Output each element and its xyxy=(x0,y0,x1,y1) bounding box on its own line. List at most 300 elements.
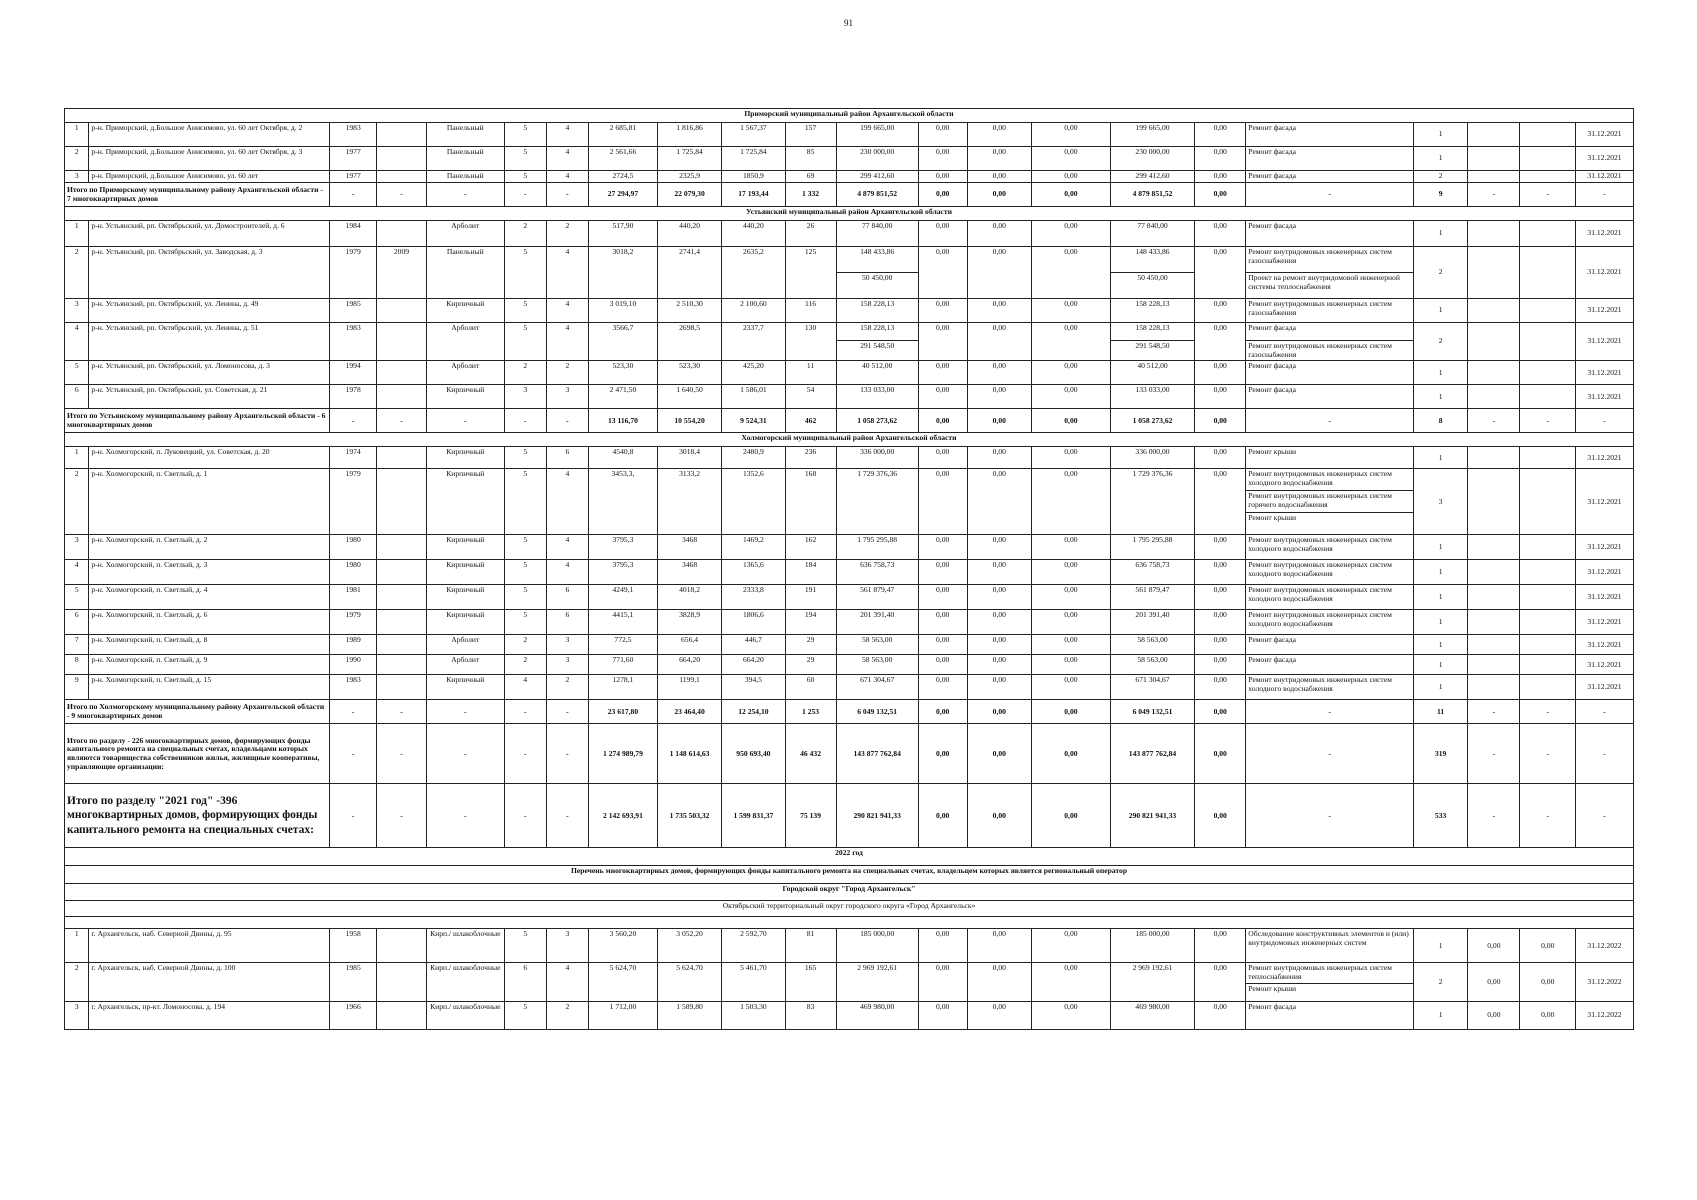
build-year: 1985 xyxy=(330,299,377,323)
other-funds: 0,00 xyxy=(1195,560,1246,585)
dash-cell: - xyxy=(330,409,377,433)
fund-cost: 0,00 xyxy=(918,171,967,183)
work-type: Ремонт фасада xyxy=(1246,221,1414,247)
total-a3: 12 254,10 xyxy=(722,700,785,724)
works-count: 1 xyxy=(1413,585,1467,610)
local-budget: 0,00 xyxy=(1031,447,1110,469)
dash-cell: - xyxy=(376,700,426,724)
house-row xyxy=(65,147,1634,171)
residential-area: 394,5 xyxy=(722,675,785,700)
extra-value: 0,00 xyxy=(1520,1001,1576,1029)
work-type: Ремонт крыши xyxy=(1246,447,1414,469)
floors: 5 xyxy=(504,123,546,147)
entrances: 4 xyxy=(546,963,588,1001)
work-type: Ремонт внутридомовых инженерных систем холодного водоснабжения xyxy=(1246,610,1414,635)
dash-cell: - xyxy=(1246,700,1414,724)
house-address: р-н. Приморский, д.Большое Анисимово, ул. 60 лет xyxy=(89,171,330,183)
total-row xyxy=(65,724,1634,784)
owners-funds: 291 548,50 xyxy=(1110,341,1194,361)
works-count: 1 xyxy=(1413,1001,1467,1029)
entrances: 4 xyxy=(546,469,588,535)
house-address: г. Архангельск, наб. Северной Двины, д. 95 xyxy=(89,929,330,963)
residents-count: 157 xyxy=(785,123,836,147)
works-count: 1 xyxy=(1413,447,1467,469)
dash-cell: - xyxy=(546,183,588,207)
total-a1: 23 617,80 xyxy=(589,700,658,724)
fund-cost: 0,00 xyxy=(918,560,967,585)
house-address: р-н. Холмогорский, п. Светлый, д. 15 xyxy=(89,675,330,700)
empty-cell xyxy=(1468,535,1520,560)
empty-cell xyxy=(1520,560,1576,585)
dash-cell: - xyxy=(1520,700,1576,724)
floors: 2 xyxy=(504,655,546,675)
entrances: 3 xyxy=(546,385,588,409)
house-address: р-н. Холмогорский, п. Светлый, д. 1 xyxy=(89,469,330,535)
build-year: 1980 xyxy=(330,560,377,585)
total-area: 3566,7 xyxy=(589,323,658,361)
dash-cell: - xyxy=(426,724,504,784)
floors: 5 xyxy=(504,171,546,183)
local-budget: 0,00 xyxy=(1031,1001,1110,1029)
works-count: 2 xyxy=(1413,247,1467,299)
reconstruction-year xyxy=(376,469,426,535)
dash-cell: - xyxy=(376,784,426,848)
entrances: 2 xyxy=(546,221,588,247)
premises-area: 2698,5 xyxy=(657,323,721,361)
works-count: 1 xyxy=(1413,385,1467,409)
wall-material: Панельный xyxy=(426,247,504,299)
reconstruction-year xyxy=(376,123,426,147)
works-count: 1 xyxy=(1413,123,1467,147)
wall-material: Арболит xyxy=(426,221,504,247)
regional-budget: 0,00 xyxy=(967,635,1031,655)
total-f2: 0,00 xyxy=(967,700,1031,724)
reconstruction-year xyxy=(376,655,426,675)
total-works-count: 533 xyxy=(1413,784,1467,848)
dash-cell: - xyxy=(1468,724,1520,784)
wall-material: Панельный xyxy=(426,171,504,183)
repair-cost: 199 665,00 xyxy=(836,123,918,147)
fund-cost: 0,00 xyxy=(918,469,967,535)
house-row xyxy=(65,123,1634,147)
build-year: 1958 xyxy=(330,929,377,963)
local-budget: 0,00 xyxy=(1031,147,1110,171)
empty-cell xyxy=(1468,610,1520,635)
empty-cell xyxy=(1468,247,1520,299)
total-area: 3453,3, xyxy=(589,469,658,535)
house-row xyxy=(65,469,1634,491)
work-type: Ремонт фасада xyxy=(1246,171,1414,183)
work-type: Ремонт фасада xyxy=(1246,323,1414,341)
empty-cell xyxy=(1468,221,1520,247)
total-cost: 1 058 273,62 xyxy=(836,409,918,433)
completion-date: 31.12.2021 xyxy=(1575,361,1633,385)
dash-cell: - xyxy=(1468,183,1520,207)
row-number: 3 xyxy=(65,535,89,560)
row-number: 1 xyxy=(65,123,89,147)
repair-cost: 158 228,13 xyxy=(836,323,918,341)
empty-cell xyxy=(1468,123,1520,147)
empty-cell xyxy=(1468,299,1520,323)
regional-budget: 0,00 xyxy=(967,655,1031,675)
completion-date: 31.12.2021 xyxy=(1575,675,1633,700)
empty-cell xyxy=(1520,675,1576,700)
total-area: 771,60 xyxy=(589,655,658,675)
fund-cost: 0,00 xyxy=(918,929,967,963)
house-address: р-н. Приморский, д.Большое Анисимово, ул. 60 лет Октября, д. 2 xyxy=(89,123,330,147)
row-number: 2 xyxy=(65,469,89,535)
local-budget: 0,00 xyxy=(1031,221,1110,247)
owners-funds: 199 665,00 xyxy=(1110,123,1194,147)
regional-budget: 0,00 xyxy=(967,123,1031,147)
house-address: р-н. Устьянский, рп. Октябрьский, ул. Ленина, д. 51 xyxy=(89,323,330,361)
residents-count: 69 xyxy=(785,171,836,183)
regional-budget: 0,00 xyxy=(967,147,1031,171)
house-address: р-н. Устьянский, рп. Октябрьский, ул. Заводская, д. 3 xyxy=(89,247,330,299)
row-number: 1 xyxy=(65,929,89,963)
total-row xyxy=(65,409,1634,433)
local-budget: 0,00 xyxy=(1031,247,1110,299)
premises-area: 1 589,80 xyxy=(657,1001,721,1029)
house-address: р-н. Холмогорский, п. Светлый, д. 3 xyxy=(89,560,330,585)
district-heading-cell: Октябрьский территориальный округ городского округа «Город Архангельск» xyxy=(65,901,1634,917)
dash-cell: - xyxy=(546,409,588,433)
works-count: 1 xyxy=(1413,299,1467,323)
total-res: 1 253 xyxy=(785,700,836,724)
spacer-row xyxy=(65,917,1634,929)
residents-count: 162 xyxy=(785,535,836,560)
works-count: 1 xyxy=(1413,675,1467,700)
total-area: 2724,5 xyxy=(589,171,658,183)
build-year: 1985 xyxy=(330,963,377,1001)
total-row xyxy=(65,183,1634,207)
completion-date: 31.12.2022 xyxy=(1575,1001,1633,1029)
total-area: 4540,8 xyxy=(589,447,658,469)
regional-budget: 0,00 xyxy=(967,171,1031,183)
premises-area: 3133,2 xyxy=(657,469,721,535)
completion-date: 31.12.2021 xyxy=(1575,560,1633,585)
reconstruction-year xyxy=(376,535,426,560)
entrances: 6 xyxy=(546,585,588,610)
total-f2: 0,00 xyxy=(967,409,1031,433)
empty-cell xyxy=(1520,655,1576,675)
build-year: 1984 xyxy=(330,221,377,247)
premises-area: 2 510,30 xyxy=(657,299,721,323)
row-number: 3 xyxy=(65,299,89,323)
floors: 5 xyxy=(504,447,546,469)
house-row xyxy=(65,560,1634,585)
total-res: 462 xyxy=(785,409,836,433)
local-budget: 0,00 xyxy=(1031,560,1110,585)
local-budget: 0,00 xyxy=(1031,655,1110,675)
house-address: р-н. Холмогорский, п. Светлый, д. 4 xyxy=(89,585,330,610)
works-count: 1 xyxy=(1413,610,1467,635)
year-heading-cell: 2022 год xyxy=(65,848,1634,866)
entrances: 2 xyxy=(546,675,588,700)
fund-cost: 0,00 xyxy=(918,247,967,299)
repair-cost: 58 563,00 xyxy=(836,635,918,655)
wall-material: Арболит xyxy=(426,361,504,385)
work-type: Ремонт внутридомовых инженерных систем горячего водоснабжения xyxy=(1246,491,1414,513)
repair-cost: 636 758,73 xyxy=(836,560,918,585)
total-area: 3 019,10 xyxy=(589,299,658,323)
other-funds: 0,00 xyxy=(1195,535,1246,560)
repair-cost: 185 000,00 xyxy=(836,929,918,963)
total-label: Итого по разделу "2021 год" -396 многоквартирных домов, формирующих фонды капитального ремонта на специальных счетах: xyxy=(65,784,330,848)
work-type: Ремонт внутридомовых инженерных систем холодного водоснабжения xyxy=(1246,469,1414,491)
total-a2: 23 464,40 xyxy=(657,700,721,724)
total-works-count: 319 xyxy=(1413,724,1467,784)
owners-funds: 671 304,67 xyxy=(1110,675,1194,700)
dash-cell: - xyxy=(546,784,588,848)
owners-funds: 299 412,60 xyxy=(1110,171,1194,183)
local-budget: 0,00 xyxy=(1031,610,1110,635)
total-cost: 143 877 762,84 xyxy=(836,724,918,784)
total-area: 3018,2 xyxy=(589,247,658,299)
completion-date: 31.12.2021 xyxy=(1575,221,1633,247)
empty-cell xyxy=(1468,560,1520,585)
residential-area: 5 461,70 xyxy=(722,963,785,1001)
reconstruction-year xyxy=(376,171,426,183)
other-funds: 0,00 xyxy=(1195,299,1246,323)
regional-budget: 0,00 xyxy=(967,1001,1031,1029)
total-works-count: 9 xyxy=(1413,183,1467,207)
row-number: 8 xyxy=(65,655,89,675)
regional-budget: 0,00 xyxy=(967,447,1031,469)
wall-material: Арболит xyxy=(426,635,504,655)
owners-funds: 2 969 192,61 xyxy=(1110,963,1194,1001)
total-own: 1 058 273,62 xyxy=(1110,409,1194,433)
premises-area: 1199,1 xyxy=(657,675,721,700)
reconstruction-year xyxy=(376,323,426,361)
house-address: р-н. Устьянский, рп. Октябрьский, ул. Советская, д. 21 xyxy=(89,385,330,409)
total-cost: 4 879 851,52 xyxy=(836,183,918,207)
total-area: 5 624,70 xyxy=(589,963,658,1001)
total-f4: 0,00 xyxy=(1195,724,1246,784)
completion-date: 31.12.2021 xyxy=(1575,535,1633,560)
house-row xyxy=(65,675,1634,700)
house-row xyxy=(65,323,1634,341)
total-area: 517,90 xyxy=(589,221,658,247)
empty-cell xyxy=(1520,385,1576,409)
residential-area: 2 592,70 xyxy=(722,929,785,963)
residential-area: 1365,6 xyxy=(722,560,785,585)
total-f3: 0,00 xyxy=(1031,784,1110,848)
fund-cost: 0,00 xyxy=(918,655,967,675)
dash-cell: - xyxy=(1575,784,1633,848)
premises-area: 1 816,86 xyxy=(657,123,721,147)
residential-area: 1 725,84 xyxy=(722,147,785,171)
house-address: р-н. Устьянский, рп. Октябрьский, ул. Ломоносова, д. 3 xyxy=(89,361,330,385)
wall-material: Кирп./ шлакоблочные xyxy=(426,963,504,1001)
empty-cell xyxy=(1468,323,1520,361)
house-address: р-н. Холмогорский, п. Светлый, д. 8 xyxy=(89,635,330,655)
residential-area: 2635,2 xyxy=(722,247,785,299)
owners-funds: 77 840,00 xyxy=(1110,221,1194,247)
floors: 5 xyxy=(504,560,546,585)
regional-budget: 0,00 xyxy=(967,247,1031,299)
row-number: 2 xyxy=(65,963,89,1001)
owners-funds: 50 450,00 xyxy=(1110,273,1194,299)
local-budget: 0,00 xyxy=(1031,385,1110,409)
extra-value: 0,00 xyxy=(1520,963,1576,1001)
empty-cell xyxy=(1468,675,1520,700)
fund-cost: 0,00 xyxy=(918,585,967,610)
work-type: Ремонт внутридомовых инженерных систем холодного водоснабжения xyxy=(1246,585,1414,610)
empty-cell xyxy=(1468,655,1520,675)
empty-cell xyxy=(1468,447,1520,469)
premises-area: 3 052,20 xyxy=(657,929,721,963)
premises-area: 1 640,50 xyxy=(657,385,721,409)
premises-area: 2741,4 xyxy=(657,247,721,299)
row-number: 5 xyxy=(65,361,89,385)
premises-area: 3468 xyxy=(657,535,721,560)
fund-cost: 0,00 xyxy=(918,385,967,409)
regional-budget: 0,00 xyxy=(967,585,1031,610)
owners-funds: 185 000,00 xyxy=(1110,929,1194,963)
fund-cost: 0,00 xyxy=(918,635,967,655)
regional-budget: 0,00 xyxy=(967,385,1031,409)
reconstruction-year: 2009 xyxy=(376,247,426,299)
entrances: 4 xyxy=(546,323,588,361)
local-budget: 0,00 xyxy=(1031,535,1110,560)
premises-area: 440,20 xyxy=(657,221,721,247)
total-a2: 1 735 503,32 xyxy=(657,784,721,848)
year-heading xyxy=(65,848,1634,866)
repair-cost: 201 391,40 xyxy=(836,610,918,635)
row-number: 5 xyxy=(65,585,89,610)
dash-cell: - xyxy=(376,409,426,433)
total-f1: 0,00 xyxy=(918,409,967,433)
empty-cell xyxy=(1520,323,1576,361)
wall-material: Кирпичный xyxy=(426,560,504,585)
repair-cost: 1 729 376,36 xyxy=(836,469,918,535)
row-number: 2 xyxy=(65,147,89,171)
owners-funds: 133 033,00 xyxy=(1110,385,1194,409)
other-funds: 0,00 xyxy=(1195,929,1246,963)
other-funds: 0,00 xyxy=(1195,1001,1246,1029)
total-area: 2 561,66 xyxy=(589,147,658,171)
works-count: 1 xyxy=(1413,147,1467,171)
dash-cell: - xyxy=(330,724,377,784)
completion-date: 31.12.2021 xyxy=(1575,247,1633,299)
build-year: 1980 xyxy=(330,535,377,560)
premises-area: 656,4 xyxy=(657,635,721,655)
row-number: 6 xyxy=(65,610,89,635)
build-year: 1979 xyxy=(330,610,377,635)
section-primorsky xyxy=(65,109,1634,123)
other-funds: 0,00 xyxy=(1195,675,1246,700)
work-type: Ремонт внутридомовых инженерных систем газоснабжения xyxy=(1246,299,1414,323)
local-budget: 0,00 xyxy=(1031,675,1110,700)
entrances: 2 xyxy=(546,1001,588,1029)
entrances: 4 xyxy=(546,299,588,323)
work-type: Ремонт фасада xyxy=(1246,123,1414,147)
regional-budget: 0,00 xyxy=(967,535,1031,560)
list-title-cell: Перечень многоквартирных домов, формирующих фонды капитального ремонта на специальных счетах, владельцем которых является региональный оператор xyxy=(65,866,1634,884)
house-address: р-н. Холмогорский, п. Светлый, д. 2 xyxy=(89,535,330,560)
other-funds: 0,00 xyxy=(1195,655,1246,675)
premises-area: 5 624,70 xyxy=(657,963,721,1001)
repair-cost: 2 969 192,61 xyxy=(836,963,918,1001)
completion-date: 31.12.2021 xyxy=(1575,323,1633,361)
total-area: 2 685,81 xyxy=(589,123,658,147)
dash-cell: - xyxy=(1468,409,1520,433)
house-row xyxy=(65,221,1634,247)
empty-cell xyxy=(1520,147,1576,171)
works-count: 1 xyxy=(1413,635,1467,655)
local-budget: 0,00 xyxy=(1031,929,1110,963)
total-f1: 0,00 xyxy=(918,784,967,848)
floors: 5 xyxy=(504,299,546,323)
dash-cell: - xyxy=(426,409,504,433)
dash-cell: - xyxy=(1575,700,1633,724)
residents-count: 168 xyxy=(785,469,836,535)
total-res: 75 139 xyxy=(785,784,836,848)
empty-cell xyxy=(1520,447,1576,469)
entrances: 4 xyxy=(546,247,588,299)
residents-count: 29 xyxy=(785,655,836,675)
wall-material: Арболит xyxy=(426,655,504,675)
total-a1: 13 116,70 xyxy=(589,409,658,433)
dash-cell: - xyxy=(330,700,377,724)
total-f4: 0,00 xyxy=(1195,183,1246,207)
works-count: 1 xyxy=(1413,560,1467,585)
reconstruction-year xyxy=(376,635,426,655)
work-type: Ремонт крыши xyxy=(1246,983,1414,1001)
dash-cell: - xyxy=(1246,183,1414,207)
district-heading xyxy=(65,901,1634,917)
local-budget: 0,00 xyxy=(1031,585,1110,610)
regional-budget: 0,00 xyxy=(967,469,1031,535)
empty-cell xyxy=(1520,221,1576,247)
total-f1: 0,00 xyxy=(918,724,967,784)
other-funds: 0,00 xyxy=(1195,147,1246,171)
house-address: р-н. Приморский, д.Большое Анисимово, ул. 60 лет Октября, д. 3 xyxy=(89,147,330,171)
floors: 5 xyxy=(504,929,546,963)
row-number: 1 xyxy=(65,221,89,247)
work-type: Ремонт внутридомовых инженерных систем холодного водоснабжения xyxy=(1246,535,1414,560)
total-area: 4415,1 xyxy=(589,610,658,635)
empty-cell xyxy=(1520,247,1576,299)
total-own: 290 821 941,33 xyxy=(1110,784,1194,848)
house-address: р-н. Устьянский, рп. Октябрьский, ул. Ленина, д. 49 xyxy=(89,299,330,323)
total-area: 523,30 xyxy=(589,361,658,385)
residential-area: 1469,2 xyxy=(722,535,785,560)
residents-count: 29 xyxy=(785,635,836,655)
residential-area: 1 567,37 xyxy=(722,123,785,147)
build-year: 1977 xyxy=(330,171,377,183)
residential-area: 2480,9 xyxy=(722,447,785,469)
other-funds: 0,00 xyxy=(1195,469,1246,535)
wall-material: Панельный xyxy=(426,147,504,171)
work-type: Обследование конструктивных элементов и (или) внутридомовых инженерных систем xyxy=(1246,929,1414,963)
residents-count: 54 xyxy=(785,385,836,409)
works-count: 1 xyxy=(1413,361,1467,385)
work-type: Ремонт фасада xyxy=(1246,147,1414,171)
house-row xyxy=(65,171,1634,183)
empty-cell xyxy=(1468,361,1520,385)
works-count: 3 xyxy=(1413,469,1467,535)
other-funds: 0,00 xyxy=(1195,123,1246,147)
residents-count: 11 xyxy=(785,361,836,385)
reconstruction-year xyxy=(376,560,426,585)
total-f1: 0,00 xyxy=(918,700,967,724)
empty-cell xyxy=(1520,299,1576,323)
reconstruction-year xyxy=(376,147,426,171)
regional-budget: 0,00 xyxy=(967,361,1031,385)
wall-material: Кирпичный xyxy=(426,535,504,560)
